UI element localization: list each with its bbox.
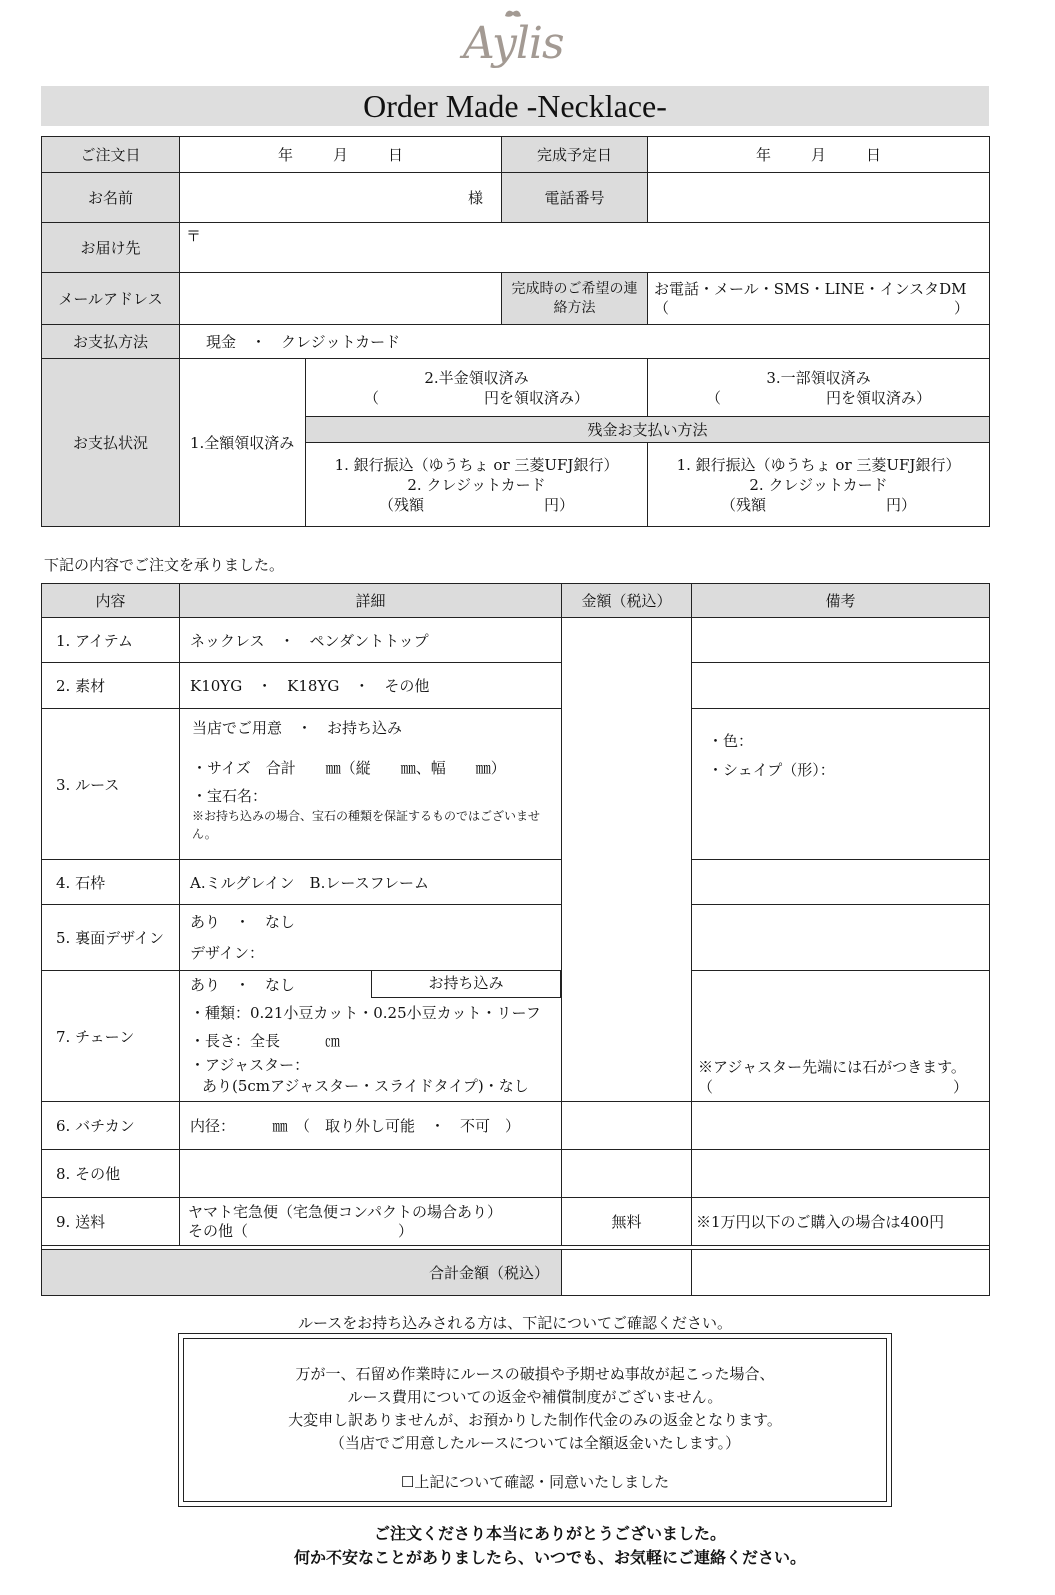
postal-mark: 〒 [186,227,202,245]
remain-payment-label: 残金お支払い方法 [306,417,990,443]
shipping-remark: ※1万円以下のご購入の場合は400円 [692,1198,990,1246]
setting-remark[interactable] [692,860,990,905]
payment-status-label: お支払状況 [42,359,180,527]
address-field[interactable] [180,223,990,273]
bail-remark[interactable] [692,1102,990,1150]
other-remark[interactable] [692,1150,990,1198]
setting-label: 4. 石枠 [42,860,180,905]
page-title: Order Made -Necklace- [41,86,989,126]
bail-amount[interactable] [562,1102,692,1150]
payment-method-label: お支払方法 [42,325,180,359]
status-full-paid[interactable]: 1.全額領収済み [180,359,306,527]
logo-text: Aylis [463,18,564,69]
loose-confirm-box: 万が一、石留め作業時にルースの破損や予期せぬ事故が起こった場合、 ルース費用についての返金や補償制度がございません。 大変申し訳ありませんが、お預かりした制作代金のみの返金となります。 （当店でご用意したルースについては全額返金いたします。） ☐上記について確認・同意いたしました [178,1333,892,1507]
material-detail[interactable]: K10YG ・ K18YG ・ その他 [180,663,562,709]
item-label: 1. アイテム [42,618,180,663]
status-half-paid[interactable]: 2.半金領収済み （ 円を領収済み） [306,359,648,417]
remain-payment-right[interactable]: 1. 銀行振込（ゆうちょ or 三菱UFJ銀行） 2. クレジットカード （残額 円） [648,443,990,527]
thank-you-message: ご注文くださり本当にありがとうございました。 何か不安なことがありましたら、いつでも、お気軽にご連絡ください。 [293,1524,806,1567]
item-detail[interactable]: ネックレス ・ ペンダントトップ [180,618,562,663]
address-label: お届け先 [42,223,180,273]
phone-label: 電話番号 [502,173,648,223]
total-label: 合計金額（税込） [42,1250,562,1296]
name-field[interactable]: 様 [180,173,502,223]
chain-remark[interactable]: ※アジャスター先端には石がつきます。 （ ） [692,971,990,1102]
loose-label: 3. ルース [42,709,180,860]
email-field[interactable] [180,273,502,325]
bail-detail[interactable]: 内径： ㎜ （ 取り外し可能 ・ 不可 ） [180,1102,562,1150]
email-label: メールアドレス [42,273,180,325]
loose-detail[interactable]: 当店でご用意 ・ お持ち込み ・サイズ 合計 ㎜（縦 ㎜、幅 ㎜） ・宝石名： ※お持ち込みの場合、宝石の種類を保証するものではございません。 [180,709,562,860]
agree-checkbox[interactable]: ☐上記について確認・同意いたしました [400,1473,670,1491]
material-remark[interactable] [692,663,990,709]
shipping-detail[interactable]: ヤマト宅急便（宅急便コンパクトの場合あり） その他（ ） [180,1198,562,1246]
name-label: お名前 [42,173,180,223]
loose-remark[interactable]: ・色： ・シェイプ（形）： [692,709,990,860]
col-amount: 金額（税込） [562,584,692,618]
item-remark[interactable] [692,618,990,663]
chain-detail[interactable]: お持ち込み あり ・ なし ・種類：0.21小豆カット・0.25小豆カット・リーフ ・長さ：全長 ㎝ ・アジャスター： あり(5cmアジャスター・スライドタイプ)・なし [180,971,562,1102]
contact-method-field[interactable]: お電話・メール・SMS・LINE・インスタDM （ ） [648,273,990,325]
loose-confirm-heading: ルースをお持ち込みされる方は、下記についてご確認ください。 [298,1314,732,1332]
status-partial-paid[interactable]: 3.一部領収済み （ 円を領収済み） [648,359,990,417]
other-detail[interactable] [180,1150,562,1198]
payment-method-field[interactable]: 現金 ・ クレジットカード [180,325,990,359]
setting-detail[interactable]: A.ミルグレイン B.レースフレーム [180,860,562,905]
col-detail: 詳細 [180,584,562,618]
customer-info-table [41,136,990,527]
order-note: 下記の内容でご注文を承りました。 [44,556,285,574]
shipping-label: 9. 送料 [42,1198,180,1246]
contact-method-label: 完成時のご希望の連絡方法 [502,273,648,325]
phone-field[interactable] [648,173,990,223]
chain-bring-box[interactable]: お持ち込み [371,970,561,998]
total-remark[interactable] [692,1250,990,1296]
back-design-label: 5. 裏面デザイン [42,905,180,971]
bail-label: 6. バチカン [42,1102,180,1150]
order-date-field[interactable]: 年 月 日 [180,137,502,173]
back-design-remark[interactable] [692,905,990,971]
other-amount[interactable] [562,1150,692,1198]
done-date-label: 完成予定日 [502,137,648,173]
brand-logo [455,6,565,80]
total-amount-field[interactable] [562,1250,692,1296]
col-content: 内容 [42,584,180,618]
order-items-table [41,583,990,1296]
col-remarks: 備考 [692,584,990,618]
order-date-label: ご注文日 [42,137,180,173]
chain-label: 7. チェーン [42,971,180,1102]
other-label: 8. その他 [42,1150,180,1198]
shipping-amount: 無料 [562,1198,692,1246]
item-amount-merged[interactable] [562,618,692,1102]
material-label: 2. 素材 [42,663,180,709]
done-date-field[interactable]: 年 月 日 [648,137,990,173]
remain-payment-left[interactable]: 1. 銀行振込（ゆうちょ or 三菱UFJ銀行） 2. クレジットカード （残額 円） [306,443,648,527]
back-design-detail[interactable]: あり ・ なし デザイン： [180,905,562,971]
